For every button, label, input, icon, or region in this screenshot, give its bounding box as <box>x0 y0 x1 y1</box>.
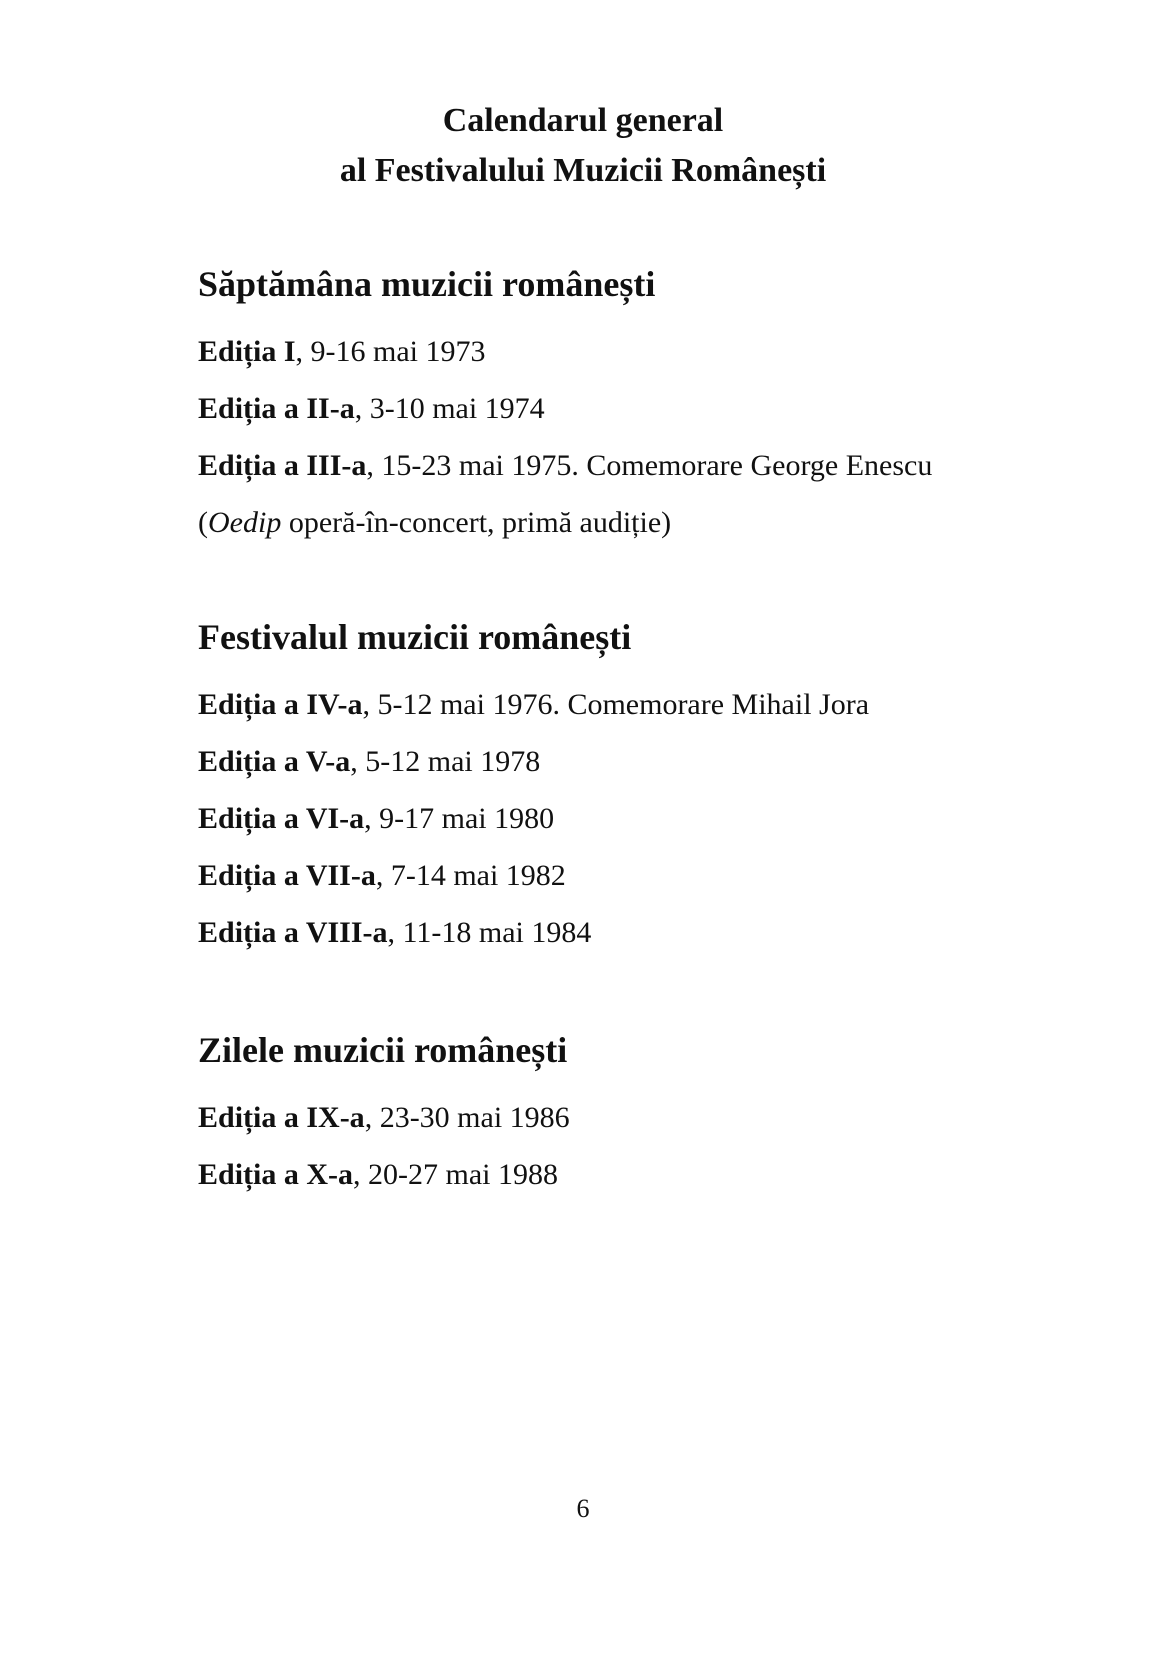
edition-label: Ediția a II-a <box>198 392 355 425</box>
page-title-line-2: al Festivalului Muzicii Românești <box>339 152 827 189</box>
edition-label: Ediția I <box>198 335 296 368</box>
edition-list <box>198 1089 1098 1203</box>
page-title <box>0 96 1166 196</box>
section-saptamana <box>198 264 1098 551</box>
edition-list <box>198 323 1098 551</box>
edition-dates: , 9-16 mai 1973 <box>295 335 486 368</box>
edition-label: Ediția a V-a <box>198 745 351 778</box>
page-number: 6 <box>576 1494 590 1523</box>
section-festivalul <box>198 617 1098 961</box>
edition-dates: , 23-30 mai 1986 <box>364 1101 570 1134</box>
edition-dates: , 9-17 mai 1980 <box>364 802 555 835</box>
section-zilele <box>198 1030 1098 1203</box>
edition-list <box>198 676 1098 961</box>
note-open-paren: ( <box>198 506 208 539</box>
edition-label: Ediția a VIII-a <box>198 916 388 949</box>
edition-dates: , 5-12 mai 1978 <box>350 745 541 778</box>
edition-note <box>198 494 1098 551</box>
section-heading: Zilele muzicii românești <box>198 1030 568 1070</box>
edition-entry <box>198 904 1098 961</box>
edition-entry <box>198 323 1098 380</box>
edition-label: Ediția a VII-a <box>198 859 376 892</box>
edition-entry <box>198 847 1098 904</box>
edition-entry <box>198 790 1098 847</box>
page-title-line-1: Calendarul general <box>442 102 724 139</box>
edition-entry <box>198 1146 1098 1203</box>
edition-dates: , 15-23 mai 1975. Comemorare George Enescu <box>366 449 933 482</box>
edition-dates: , 7-14 mai 1982 <box>375 859 566 892</box>
note-text: operă-în-concert, primă audiție) <box>281 506 672 539</box>
edition-dates: , 3-10 mai 1974 <box>354 392 545 425</box>
edition-label: Ediția a VI-a <box>198 802 365 835</box>
edition-entry <box>198 676 1098 733</box>
edition-entry <box>198 733 1098 790</box>
edition-entry <box>198 437 1098 494</box>
edition-label: Ediția a IX-a <box>198 1101 365 1134</box>
edition-label: Ediția a IV-a <box>198 688 363 721</box>
edition-dates: , 20-27 mai 1988 <box>353 1158 558 1191</box>
section-heading: Festivalul muzicii românești <box>198 617 632 657</box>
edition-dates: , 11-18 mai 1984 <box>387 916 592 949</box>
edition-entry <box>198 380 1098 437</box>
edition-entry <box>198 1089 1098 1146</box>
section-heading: Săptămâna muzicii românești <box>198 264 656 304</box>
edition-label: Ediția a X-a <box>198 1158 354 1191</box>
note-work-title: Oedip <box>208 506 282 539</box>
edition-label: Ediția a III-a <box>198 449 367 482</box>
edition-dates: , 5-12 mai 1976. Comemorare Mihail Jora <box>362 688 870 721</box>
